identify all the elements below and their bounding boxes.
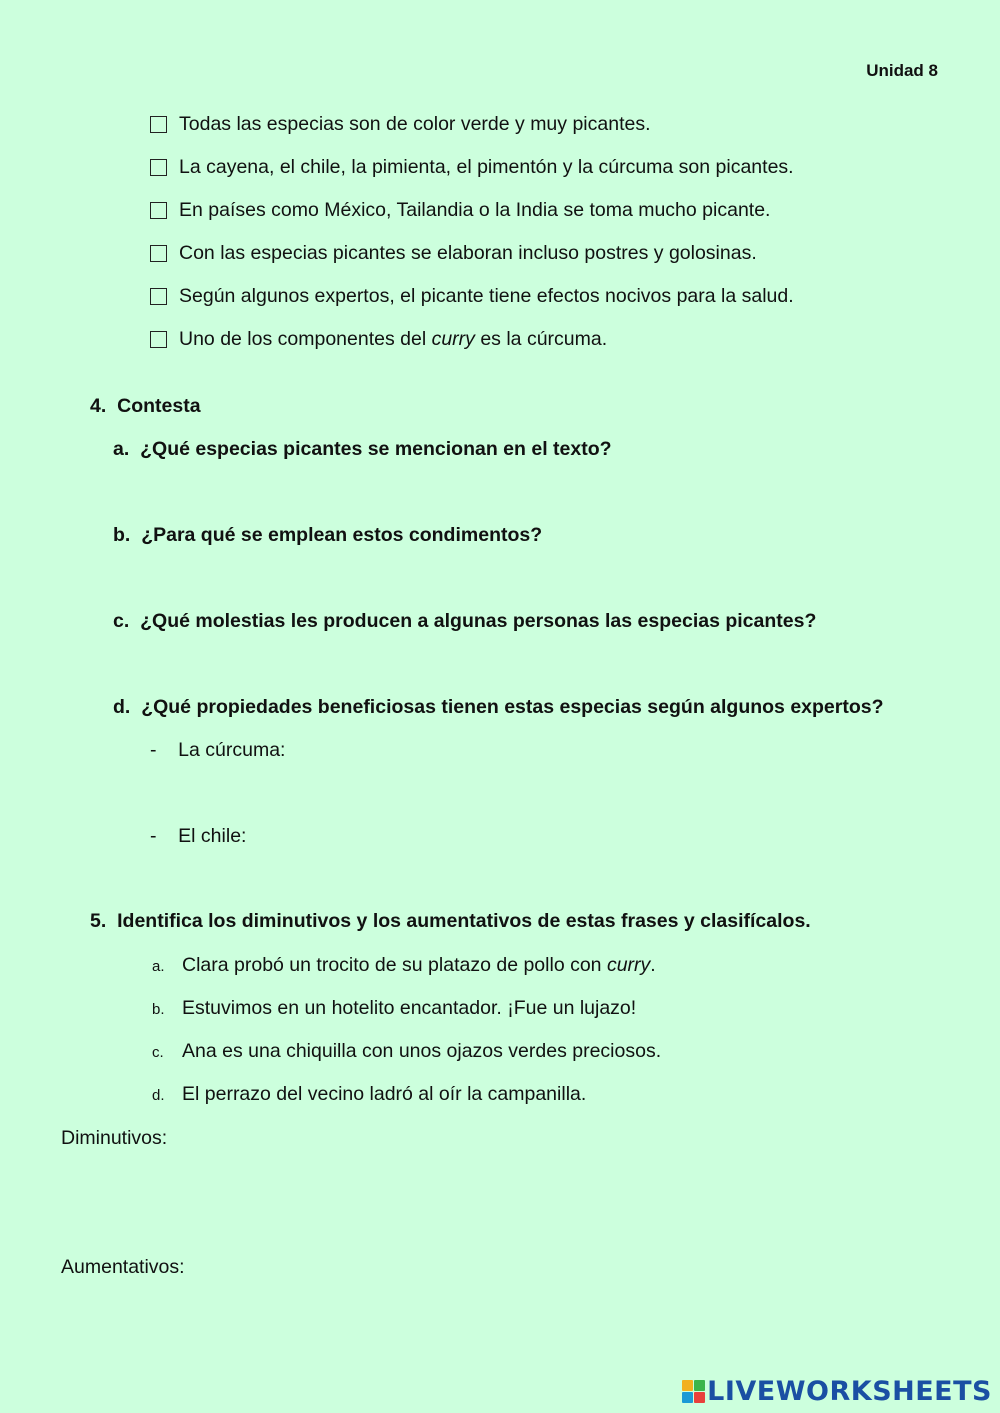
sentence-text — [182, 954, 656, 977]
question-letter: b. — [113, 524, 131, 546]
checkbox[interactable] — [150, 288, 167, 305]
checklist-item — [150, 242, 757, 265]
checkbox[interactable] — [150, 116, 167, 133]
text-part: es la cúrcuma. — [474, 328, 608, 350]
question-d — [113, 696, 884, 719]
checkbox[interactable] — [150, 159, 167, 176]
sentence-text: Estuvimos en un hotelito encantador. ¡Fue un lujazo! — [182, 997, 637, 1019]
unit-label: Unidad 8 — [866, 61, 938, 80]
question-a — [113, 438, 612, 461]
item-letter: b. — [152, 1001, 165, 1018]
question-c — [113, 610, 816, 633]
item-letter: c. — [152, 1044, 164, 1061]
checklist-text: Según algunos expertos, el picante tiene efectos nocivos para la salud. — [179, 285, 794, 307]
subitem-curcuma — [150, 739, 285, 762]
section-title: Contesta — [117, 395, 201, 417]
checklist-item — [150, 285, 794, 308]
logo-text: LIVEWORKSHEETS — [707, 1376, 992, 1407]
question-text: ¿Para qué se emplean estos condimentos? — [141, 524, 543, 546]
subitem-text: El chile: — [178, 825, 247, 847]
item-letter: d. — [152, 1087, 165, 1104]
text-part: Clara probó un trocito de su platazo de pollo con — [182, 954, 607, 976]
question-letter: a. — [113, 438, 130, 460]
checklist-text — [179, 328, 607, 351]
checkbox[interactable] — [150, 331, 167, 348]
italic-term: curry — [431, 328, 475, 350]
section-number: 5. — [90, 910, 107, 932]
sentence-text: El perrazo del vecino ladró al oír la campanilla. — [182, 1083, 587, 1105]
checklist-text: Todas las especias son de color verde y muy picantes. — [179, 113, 651, 135]
checklist-text: Con las especias picantes se elaboran incluso postres y golosinas. — [179, 242, 757, 264]
question-letter: c. — [113, 610, 130, 632]
dash: - — [150, 739, 157, 761]
section-number: 4. — [90, 395, 107, 417]
question-text: ¿Qué especias picantes se mencionan en el texto? — [140, 438, 612, 460]
aumentativos-label: Aumentativos: — [61, 1256, 185, 1278]
checklist-item — [150, 328, 607, 351]
text-part: . — [650, 954, 656, 976]
liveworksheets-logo — [682, 1376, 992, 1407]
checkbox[interactable] — [150, 245, 167, 262]
section-title: Identifica los diminutivos y los aumentativos de estas frases y clasifícalos. — [117, 910, 811, 932]
sentence-c — [152, 1040, 661, 1063]
subitem-text: La cúrcuma: — [178, 739, 286, 761]
section-5-heading — [90, 910, 811, 933]
sentence-d — [152, 1083, 586, 1106]
checklist-text: La cayena, el chile, la pimienta, el pimentón y la cúrcuma son picantes. — [179, 156, 794, 178]
checklist-item — [150, 199, 770, 222]
subitem-chile — [150, 825, 246, 848]
checkbox[interactable] — [150, 202, 167, 219]
text-part: Uno de los componentes del — [179, 328, 432, 350]
question-text: ¿Qué propiedades beneficiosas tienen estas especias según algunos expertos? — [141, 696, 884, 718]
checklist-item — [150, 113, 651, 136]
question-b — [113, 524, 542, 547]
checklist-item — [150, 156, 794, 179]
liveworksheets-logo-icon — [682, 1380, 705, 1403]
sentence-a — [152, 954, 656, 977]
section-4-heading — [90, 395, 201, 418]
sentence-b — [152, 997, 636, 1020]
question-text: ¿Qué molestias les producen a algunas personas las especias picantes? — [140, 610, 817, 632]
checklist-text: En países como México, Tailandia o la India se toma mucho picante. — [179, 199, 771, 221]
diminutivos-label: Diminutivos: — [61, 1127, 168, 1149]
item-letter: a. — [152, 958, 165, 975]
sentence-text: Ana es una chiquilla con unos ojazos verdes preciosos. — [182, 1040, 662, 1062]
dash: - — [150, 825, 157, 847]
question-letter: d. — [113, 696, 131, 718]
italic-term: curry — [606, 954, 651, 976]
